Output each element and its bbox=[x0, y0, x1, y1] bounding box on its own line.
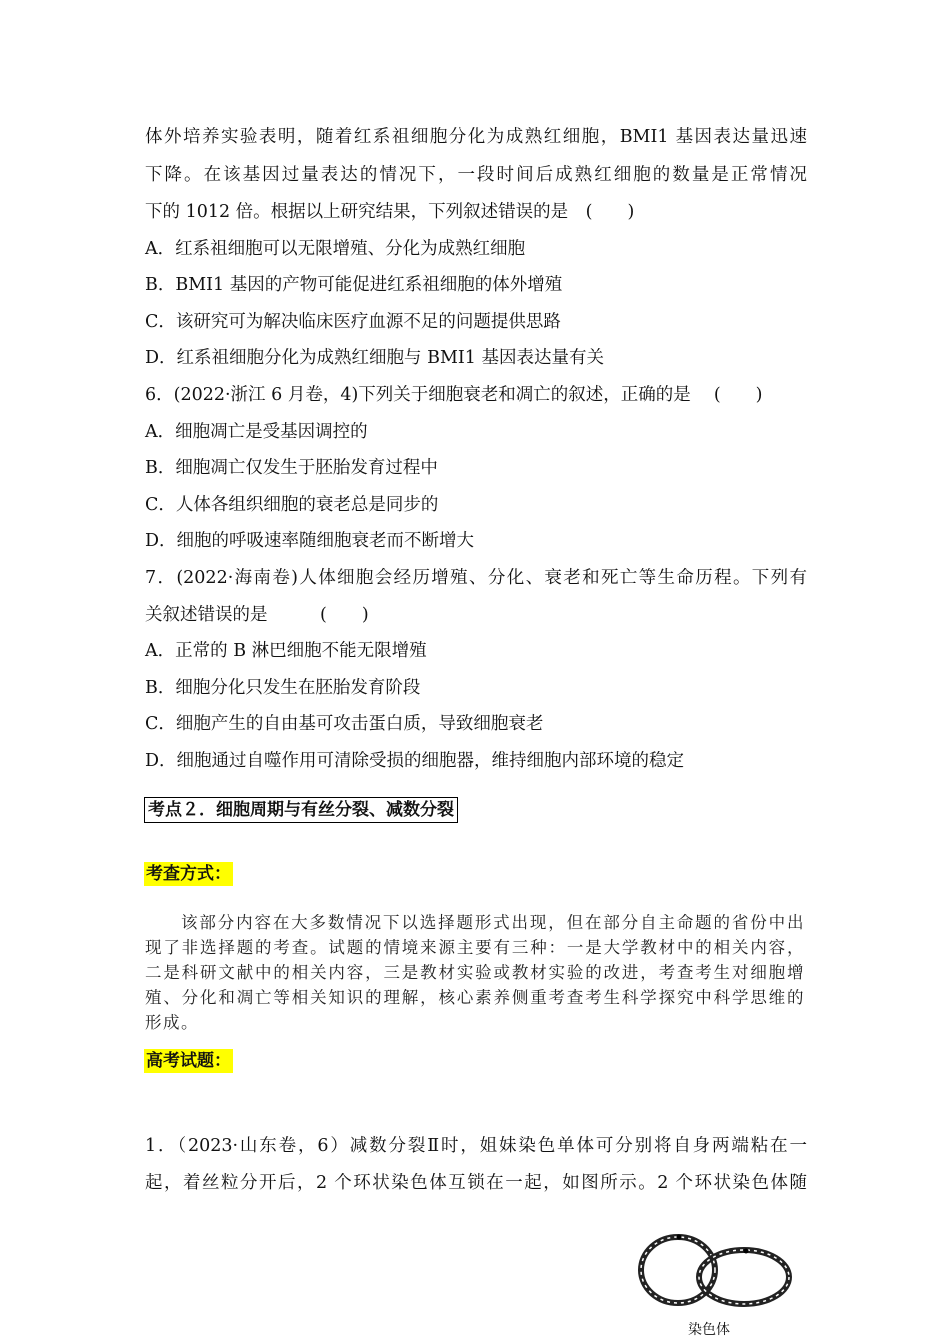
q5-stem-line-3: 下的 1012 倍。根据以上研究结果，下列叙述错误的是 ( ) bbox=[145, 202, 635, 222]
q6-option-b: B．细胞凋亡仅发生于胚胎发育过程中 bbox=[145, 458, 438, 478]
q5-option-c: C．该研究可为解决临床医疗血源不足的问题提供思路 bbox=[145, 312, 561, 332]
q6-option-d: D．细胞的呼吸速率随细胞衰老而不断增大 bbox=[145, 531, 475, 551]
q5-option-b: B．BMI1 基因的产物可能促进红系祖细胞的体外增殖 bbox=[145, 275, 563, 295]
q7-stem-line-2: 关叙述错误的是 ( ) bbox=[145, 605, 369, 625]
section-heading: 考点２．细胞周期与有丝分裂、减数分裂 bbox=[144, 797, 458, 823]
q6-option-a: A．细胞凋亡是受基因调控的 bbox=[145, 422, 368, 442]
figure-label: 染色体 bbox=[688, 1322, 730, 1338]
q7-stem-line-1: 7．(2022·海南卷)人体细胞会经历增殖、分化、衰老和死亡等生命历程。下列有 bbox=[145, 568, 807, 588]
q1-stem-line-2: 起，着丝粒分开后，2 个环状染色体互锁在一起，如图所示。2 个环状染色体随 bbox=[145, 1173, 807, 1193]
q6-option-c: C．人体各组织细胞的衰老总是同步的 bbox=[145, 495, 439, 515]
ring-chromosomes-drawing bbox=[636, 1228, 796, 1320]
q7-option-d: D．细胞通过自噬作用可清除受损的细胞器，维持细胞内部环境的稳定 bbox=[145, 751, 685, 771]
q7-option-c: C．细胞产生的自由基可攻击蛋白质，导致细胞衰老 bbox=[145, 714, 544, 734]
q7-option-b: B．细胞分化只发生在胚胎发育阶段 bbox=[145, 678, 421, 698]
exam-label: 高考试题： bbox=[146, 1051, 231, 1071]
q1-stem-line-1: 1．（2023·山东卷，6）减数分裂Ⅱ时，姐妹染色单体可分别将自身两端粘在一 bbox=[145, 1136, 807, 1156]
q5-stem-line-1: 体外培养实验表明，随着红系祖细胞分化为成熟红细胞，BMI1 基因表达量迅速 bbox=[145, 127, 807, 147]
q5-option-d: D．红系祖细胞分化为成熟红细胞与 BMI1 基因表达量有关 bbox=[145, 348, 604, 368]
q5-option-a: A．红系祖细胞可以无限增殖、分化为成熟红细胞 bbox=[145, 239, 526, 259]
q6-stem: 6．(2022·浙江 6 月卷，4)下列关于细胞衰老和凋亡的叙述，正确的是 ( ) bbox=[145, 385, 763, 405]
q5-stem-line-2: 下降。在该基因过量表达的情况下，一段时间后成熟红细胞的数量是正常情况 bbox=[145, 165, 807, 185]
method-paragraph: 该部分内容在大多数情况下以选择题形式出现，但在部分自主命题的省份中出现了非选择题的考查。试题的情境来源主要有三种：一是大学教材中的相关内容，二是科研文献中的相关内容，三是教材实验或教材实验的改进，考查考生对细胞增殖、分化和凋亡等相关知识的理解，核心素养侧重考查考生科学探究中科学思维的形成。 bbox=[145, 913, 805, 1032]
q7-option-a: A．正常的 B 淋巴细胞不能无限增殖 bbox=[145, 641, 427, 661]
method-label: 考查方式： bbox=[146, 864, 231, 884]
interlocked-ring-chromosomes-figure bbox=[636, 1228, 796, 1344]
